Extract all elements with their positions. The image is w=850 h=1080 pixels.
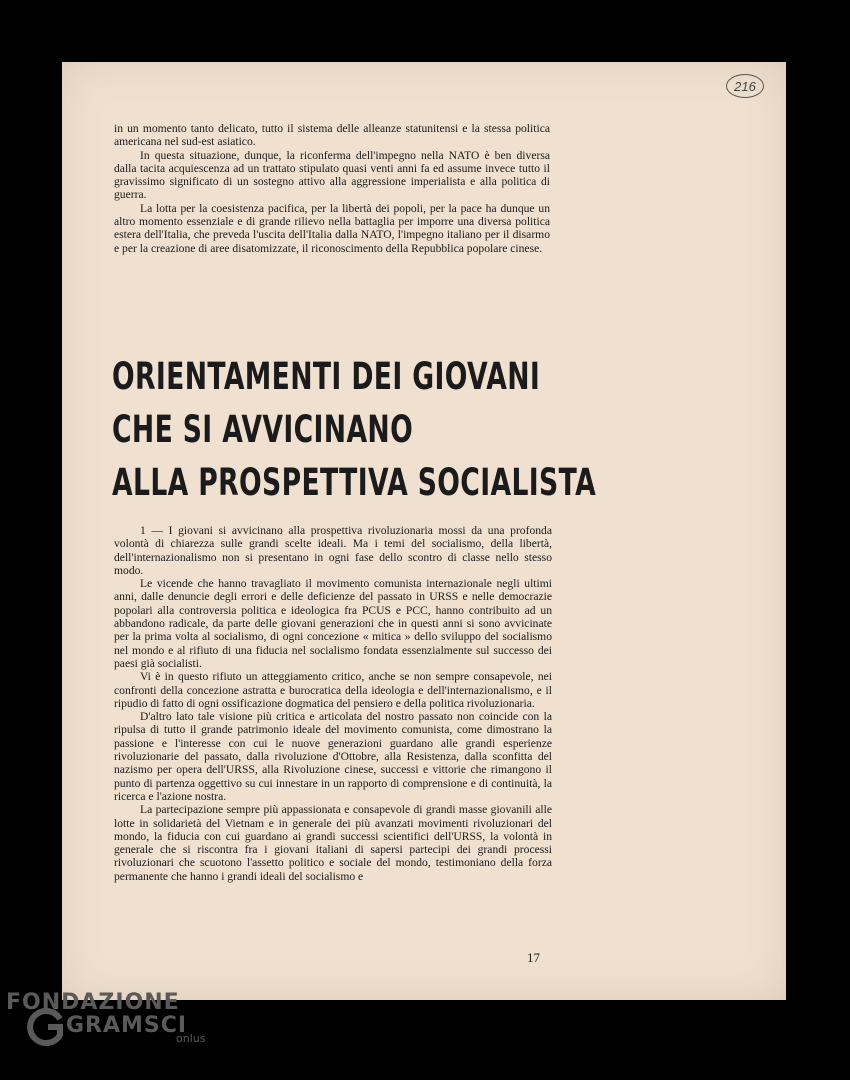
- heading-line: ALLA PROSPETTIVA SOCIALISTA: [112, 461, 597, 504]
- paragraph: D'altro lato tale visione più critica e articolata del nostro passato non coincide con la ripulsa di tutto il grande patrimonio ideale del movimento comunista, come dimostrano la passione e l'interesse con cui le nuove generazioni guardano alle grandi esperienze rivoluzionarie del passato, dalla rivoluzione d'Ottobre, alla Resistenza, dalla sconfitta del nazismo per opera dell'URSS, alla Rivoluzione cinese, successi e vittorie che rimangono il punto di partenza oggettivo su cui innestare in un rapporto di comprensione e di continuità, la ricerca e l'azione nostra.: [114, 710, 552, 803]
- section-heading: [112, 350, 784, 509]
- g-logo-icon: [26, 1007, 66, 1047]
- paragraph: in un momento tanto delicato, tutto il sistema delle alleanze statunitensi e la stessa politica americana nel sud-est asiatico.: [114, 122, 550, 149]
- fondazione-gramsci-logo: [6, 990, 205, 1045]
- body-text-block: [114, 524, 552, 883]
- paragraph: In questa situazione, dunque, la riconferma dell'impegno nella NATO è ben diversa dalla tacita acquiescenza ad un trattato stipulato quasi venti anni fa ed assume invece tutto il gravissimo significato di un sostegno attivo alla aggressione imperialista e alla politica di guerra.: [114, 148, 550, 202]
- page-number: 17: [527, 950, 540, 965]
- logo-line-1: FONDAZIONE: [6, 990, 180, 1015]
- heading-line: ORIENTAMENTI DEI GIOVANI: [112, 355, 541, 398]
- archive-stamp: 216: [726, 74, 764, 98]
- heading-line: CHE SI AVVICINANO: [112, 408, 414, 451]
- paragraph: 1 — I giovani si avvicinano alla prospettiva rivoluzionaria mossi da una profonda volontà di chiarezza sulle grandi scelte ideali. Ma i temi del socialismo, della libertà, dell'internazionalismo non si presentano in ogni fase dello scontro di classe nello stesso modo.: [114, 524, 552, 577]
- paragraph: Le vicende che hanno travagliato il movimento comunista internazionale negli ultimi anni, dalle denuncie degli errori e delle deficienze del passato in URSS e nelle democrazie popolari alla controversia politica e ideologica fra PCUS e PCC, hanno contribuito ad un abbandono radicale, da parte delle giovani generazioni che in questi anni si sono avvicinate per la prima volta al socialismo, di ogni concezione « mitica » dello sviluppo del socialismo nel mondo e al rifiuto di una fiducia nel socialismo fondata essenzialmente sul successo dei paesi già socialisti.: [114, 577, 552, 670]
- top-text-block: [114, 122, 550, 255]
- paragraph: La partecipazione sempre più appassionata e consapevole di grandi masse giovanili alle lotte in solidarietà del Vietnam e in generale dei più avanzati movimenti rivoluzionari del mondo, la fiducia con cui guardano ai grandi successi scientifici dell'URSS, la volontà in generale che si riscontra fra i giovani italiani di sapersi partecipi dei grandi processi rivoluzionari che scuotono l'assetto politico e sociale del mondo, testimoniano della forza permanente che hanno i grandi ideali del socialismo e: [114, 803, 552, 883]
- paragraph: La lotta per la coesistenza pacifica, per la libertà dei popoli, per la pace ha dunque un altro momento essenziale e di grande rilievo nella battaglia per imporre una diversa politica estera dell'Italia, che preveda l'uscita dell'Italia dalla NATO, l'impegno italiano per il disarmo e per la creazione di aree disatomizzate, il riconoscimento della Repubblica popolare cinese.: [114, 201, 550, 255]
- logo-suffix: onlus: [176, 1032, 206, 1045]
- logo-line-2: GRAMSCI: [66, 1013, 188, 1038]
- document-page: [62, 62, 786, 1000]
- paragraph: Vi è in questo rifiuto un atteggiamento critico, anche se non sempre consapevole, nei confronti della concezione astratta e burocratica della ideologia e dell'internazionalismo, e il ripudio di fatto di ogni ossificazione dogmatica del pensiero e della politica rivoluzionaria.: [114, 670, 552, 710]
